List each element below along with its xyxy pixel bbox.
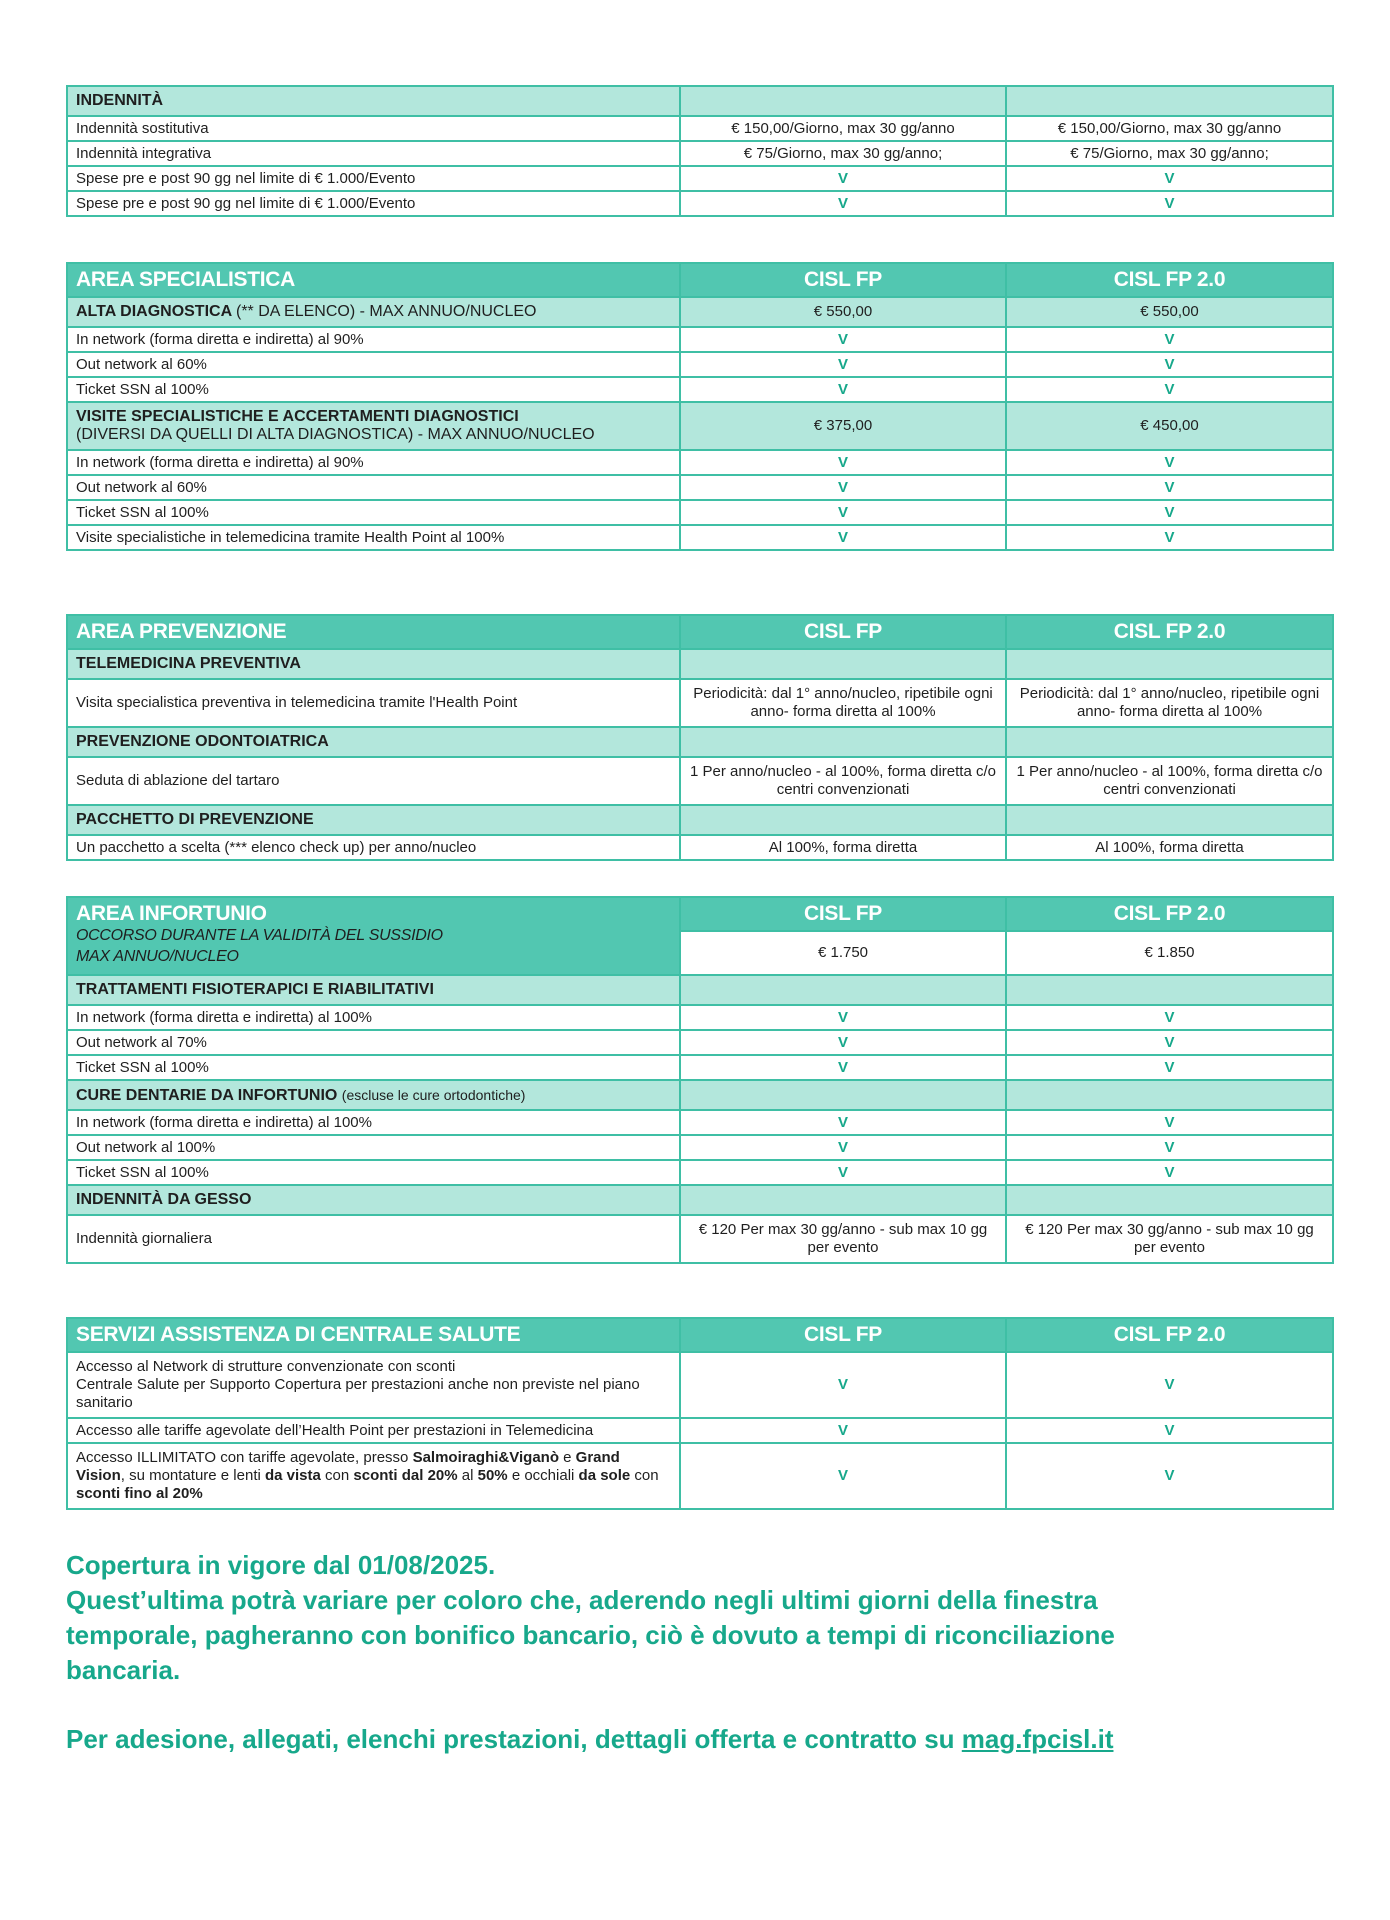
check-mark: V (1006, 525, 1333, 550)
section-title: AREA PREVENZIONE (67, 615, 680, 649)
row-label-line: Accesso al Network di strutture convenzionate con sconti (76, 1358, 456, 1375)
row-label: Visita specialistica preventiva in telemedicina tramite l'Health Point (67, 679, 680, 727)
table-row (67, 1160, 1333, 1185)
row-label: In network (forma diretta e indiretta) al 90% (67, 327, 680, 352)
row-label: Out network al 60% (67, 475, 680, 500)
table-row (67, 525, 1333, 550)
subsection-title: PACCHETTO DI PREVENZIONE (67, 805, 680, 835)
visite-subtitle: (DIVERSI DA QUELLI DI ALTA DIAGNOSTICA) - MAX ANNUO/NUCLEO (76, 426, 595, 443)
table-row (67, 1030, 1333, 1055)
table-row (67, 191, 1333, 216)
table-row (67, 166, 1333, 191)
cisl-fp2-value: € 450,00 (1006, 402, 1333, 450)
text: da vista (265, 1467, 321, 1484)
check-mark: V (1006, 1030, 1333, 1055)
row-label: Spese pre e post 90 gg nel limite di € 1.000/Evento (67, 166, 680, 191)
cisl-fp2-value: Al 100%, forma diretta (1006, 835, 1333, 860)
subsection-title: PREVENZIONE ODONTOIATRICA (67, 727, 680, 757)
section-title: AREA SPECIALISTICA (67, 263, 680, 297)
table-row (67, 1443, 1333, 1509)
coverage-date: Copertura in vigore dal 01/08/2025. (66, 1550, 496, 1580)
table-row (67, 679, 1333, 727)
prevenzione-header (67, 615, 1333, 649)
text: Salmoiraghi&Viganò (412, 1449, 559, 1466)
col-cisl-fp: CISL FP (680, 1318, 1006, 1352)
check-mark: V (680, 1110, 1006, 1135)
subsection-row (67, 975, 1333, 1005)
cisl-fp2-value: € 1.850 (1006, 931, 1333, 975)
servizi-header (67, 1318, 1333, 1352)
cisl-fp-value: € 1.750 (680, 931, 1006, 975)
check-mark: V (680, 327, 1006, 352)
subsection-title (67, 1080, 680, 1110)
check-mark: V (1006, 327, 1333, 352)
table-row (67, 835, 1333, 860)
specialistica-header (67, 263, 1333, 297)
check-mark: V (680, 525, 1006, 550)
section-title: SERVIZI ASSISTENZA DI CENTRALE SALUTE (67, 1318, 680, 1352)
cisl-fp-value: € 375,00 (680, 402, 1006, 450)
table-row (67, 327, 1333, 352)
visite-row (67, 402, 1333, 450)
table-row (67, 450, 1333, 475)
row-label (67, 1352, 680, 1418)
row-label-line: Centrale Salute per Supporto Copertura per prestazioni anche non previste nel piano sanitario (76, 1376, 640, 1411)
indennita-header-row (67, 86, 1333, 116)
check-mark: V (680, 1160, 1006, 1185)
dent-note: (escluse le cure ortodontiche) (341, 1086, 526, 1103)
check-mark: V (1006, 1135, 1333, 1160)
row-label: Indennità integrativa (67, 141, 680, 166)
alta-diagnostica-row (67, 297, 1333, 327)
subtitle-line: OCCORSO DURANTE LA VALIDITÀ DEL SUSSIDIO (76, 927, 443, 944)
subtitle-line: MAX ANNUO/NUCLEO (76, 948, 239, 965)
dent-title: CURE DENTARIE DA INFORTUNIO (76, 1086, 338, 1104)
website-link[interactable]: mag.fpcisl.it (961, 1724, 1114, 1754)
check-mark: V (680, 166, 1006, 191)
check-mark: V (1006, 1418, 1333, 1443)
table-row (67, 1215, 1333, 1263)
col-cisl-fp2: CISL FP 2.0 (1006, 897, 1333, 931)
check-mark: V (1006, 1160, 1333, 1185)
cisl-fp-value: Periodicità: dal 1° anno/nucleo, ripetibile ogni anno- forma diretta al 100% (680, 679, 1006, 727)
check-mark: V (680, 500, 1006, 525)
table-row (67, 1418, 1333, 1443)
text: sconti fino al 20% (76, 1485, 203, 1502)
cisl-fp-value: € 550,00 (680, 297, 1006, 327)
visite-title (67, 402, 680, 450)
row-label: Ticket SSN al 100% (67, 500, 680, 525)
col-cisl-fp2: CISL FP 2.0 (1006, 1318, 1333, 1352)
subsection-title: TELEMEDICINA PREVENTIVA (67, 649, 680, 679)
table-row (67, 116, 1333, 141)
check-mark: V (680, 1030, 1006, 1055)
row-label: Out network al 60% (67, 352, 680, 377)
table-row (67, 1005, 1333, 1030)
infortunio-table (66, 896, 1334, 1264)
row-label: In network (forma diretta e indiretta) al 100% (67, 1005, 680, 1030)
check-mark: V (1006, 450, 1333, 475)
footer-cta (66, 1722, 1332, 1757)
row-label: Visite specialistiche in telemedicina tramite Health Point al 100% (67, 525, 680, 550)
row-label: Accesso alle tariffe agevolate dell’Health Point per prestazioni in Telemedicina (67, 1418, 680, 1443)
check-mark: V (1006, 166, 1333, 191)
text: e occhiali (507, 1467, 579, 1484)
table-row (67, 377, 1333, 402)
col-cisl-fp2: CISL FP 2.0 (1006, 263, 1333, 297)
alta-suffix: (** DA ELENCO) - MAX ANNUO/NUCLEO (236, 303, 537, 320)
subsection-row (67, 805, 1333, 835)
table-row (67, 1352, 1333, 1418)
check-mark: V (680, 191, 1006, 216)
indennita-title: INDENNITÀ (67, 86, 680, 116)
section-title (67, 897, 680, 975)
alta-diagnostica-title (67, 297, 680, 327)
check-mark: V (1006, 1110, 1333, 1135)
check-mark: V (680, 1418, 1006, 1443)
table-row (67, 141, 1333, 166)
check-mark: V (680, 450, 1006, 475)
infortunio-header (67, 897, 1333, 931)
subsection-row (67, 649, 1333, 679)
row-label: Out network al 70% (67, 1030, 680, 1055)
alta-title: ALTA DIAGNOSTICA (76, 303, 232, 320)
row-label: Indennità sostitutiva (67, 116, 680, 141)
table-row (67, 475, 1333, 500)
prevenzione-table (66, 614, 1334, 861)
row-label: Un pacchetto a scelta (*** elenco check up) per anno/nucleo (67, 835, 680, 860)
subsection-row (67, 727, 1333, 757)
check-mark: V (1006, 377, 1333, 402)
check-mark: V (680, 377, 1006, 402)
check-mark: V (1006, 191, 1333, 216)
coverage-note: Quest’ultima potrà variare per coloro che, aderendo negli ultimi giorni della finestra temporale, pagheranno con bonifico bancario, ciò è dovuto a tempi di riconciliazione bancaria. (66, 1585, 1115, 1685)
cisl-fp-value: € 75/Giorno, max 30 gg/anno; (680, 141, 1006, 166)
table-row (67, 352, 1333, 377)
text: e (558, 1449, 576, 1466)
text: , su montature e lenti (120, 1467, 265, 1484)
table-row (67, 500, 1333, 525)
check-mark: V (680, 475, 1006, 500)
table-row (67, 757, 1333, 805)
row-label (67, 1443, 680, 1509)
text: con (320, 1467, 354, 1484)
indennita-table (66, 85, 1334, 217)
col-cisl-fp: CISL FP (680, 615, 1006, 649)
visite-title-text: VISITE SPECIALISTICHE E ACCERTAMENTI DIAGNOSTICI (76, 408, 519, 425)
col-cisl-fp: CISL FP (680, 263, 1006, 297)
cisl-fp2-value: 1 Per anno/nucleo - al 100%, forma diretta c/o centri convenzionati (1006, 757, 1333, 805)
col-cisl-fp2: CISL FP 2.0 (1006, 615, 1333, 649)
cisl-fp2-value: € 75/Giorno, max 30 gg/anno; (1006, 141, 1333, 166)
specialistica-table (66, 262, 1334, 551)
row-label: Ticket SSN al 100% (67, 1160, 680, 1185)
cisl-fp-value: € 120 Per max 30 gg/anno - sub max 10 gg per evento (680, 1215, 1006, 1263)
check-mark: V (1006, 500, 1333, 525)
check-mark: V (680, 1443, 1006, 1509)
footer (66, 1548, 1332, 1688)
text: Grand Vision (76, 1449, 620, 1484)
cisl-fp2-value: Periodicità: dal 1° anno/nucleo, ripetibile ogni anno- forma diretta al 100% (1006, 679, 1333, 727)
cta-text: Per adesione, allegati, elenchi prestazioni, dettagli offerta e contratto su (66, 1724, 962, 1754)
check-mark: V (1006, 352, 1333, 377)
check-mark: V (1006, 1005, 1333, 1030)
row-label: In network (forma diretta e indiretta) al 90% (67, 450, 680, 475)
text: da sole (578, 1467, 631, 1484)
subsection-title: INDENNITÀ DA GESSO (67, 1185, 680, 1215)
table-row (67, 1110, 1333, 1135)
row-label: Out network al 100% (67, 1135, 680, 1160)
subsection-row (67, 1185, 1333, 1215)
cisl-fp-value: € 150,00/Giorno, max 30 gg/anno (680, 116, 1006, 141)
col-cisl-fp: CISL FP (680, 897, 1006, 931)
check-mark: V (1006, 1055, 1333, 1080)
row-label: Ticket SSN al 100% (67, 1055, 680, 1080)
cisl-fp2-value: € 150,00/Giorno, max 30 gg/anno (1006, 116, 1333, 141)
servizi-table (66, 1317, 1334, 1510)
row-label: In network (forma diretta e indiretta) al 100% (67, 1110, 680, 1135)
check-mark: V (680, 1005, 1006, 1030)
text: con (630, 1467, 659, 1484)
text: al (457, 1467, 478, 1484)
row-label: Indennità giornaliera (67, 1215, 680, 1263)
check-mark: V (680, 1135, 1006, 1160)
row-label: Spese pre e post 90 gg nel limite di € 1.000/Evento (67, 191, 680, 216)
table-row (67, 1055, 1333, 1080)
check-mark: V (680, 1352, 1006, 1418)
infortunio-title: AREA INFORTUNIO (76, 902, 267, 925)
subsection-row (67, 1080, 1333, 1110)
check-mark: V (680, 352, 1006, 377)
text: 50% (477, 1467, 508, 1484)
row-label: Ticket SSN al 100% (67, 377, 680, 402)
cisl-fp2-value: € 550,00 (1006, 297, 1333, 327)
cisl-fp-value: Al 100%, forma diretta (680, 835, 1006, 860)
table-row (67, 1135, 1333, 1160)
infortunio-subtitle (76, 925, 671, 967)
text: sconti dal 20% (353, 1467, 458, 1484)
check-mark: V (680, 1055, 1006, 1080)
cisl-fp2-value: € 120 Per max 30 gg/anno - sub max 10 gg per evento (1006, 1215, 1333, 1263)
check-mark: V (1006, 1352, 1333, 1418)
check-mark: V (1006, 475, 1333, 500)
cisl-fp-value: 1 Per anno/nucleo - al 100%, forma diretta c/o centri convenzionati (680, 757, 1006, 805)
row-label: Seduta di ablazione del tartaro (67, 757, 680, 805)
subsection-title: TRATTAMENTI FISIOTERAPICI E RIABILITATIVI (67, 975, 680, 1005)
text: Accesso ILLIMITATO con tariffe agevolate, presso (76, 1449, 413, 1466)
check-mark: V (1006, 1443, 1333, 1509)
